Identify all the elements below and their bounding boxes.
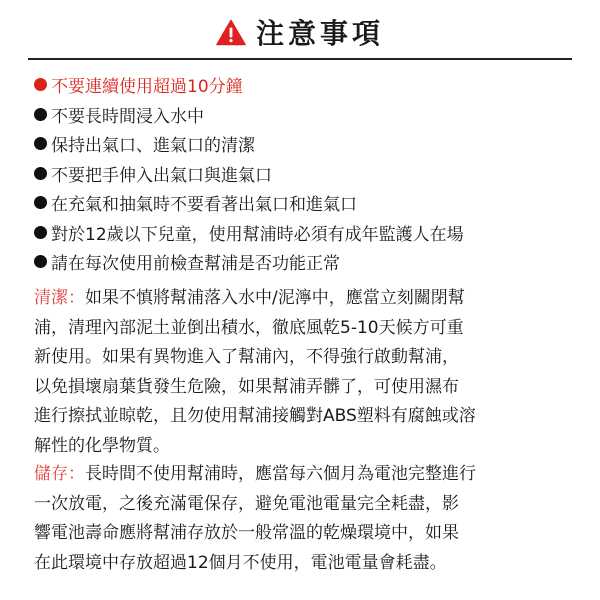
list-item — [34, 159, 574, 189]
list-item — [34, 100, 574, 130]
title-divider — [28, 58, 572, 60]
list-item-text: 不要把手伸入出氣口與進氣口 — [51, 165, 272, 186]
paragraph-line: 響電池壽命應將幫浦存放於一般常溫的乾燥環境中，如果 — [34, 523, 459, 543]
paragraph-line: 解性的化學物質。 — [34, 435, 170, 456]
paragraph-line: 以免損壞扇葉貨發生危險，如果幫浦弄髒了，可使用濕布 — [34, 376, 459, 397]
list-item — [34, 129, 574, 159]
bullet-dot-icon — [34, 137, 47, 150]
list-item-text: 不要連續使用超過10分鐘 — [51, 77, 243, 98]
warning-list — [34, 70, 574, 277]
paragraph-line: 一次放電，之後充滿電保存，避免電池電量完全耗盡，影 — [34, 493, 459, 514]
list-item — [34, 188, 574, 218]
paragraph-text: 如果不慎將幫浦落入水中/泥濘中，應當立刻關閉幫 — [85, 288, 465, 308]
list-item-text: 對於12歲以下兒童，使用幫浦時必須有成年監護人在場 — [51, 224, 464, 245]
list-item-text: 請在每次使用前檢查幫浦是否功能正常 — [51, 254, 340, 275]
bullet-dot-icon — [34, 108, 47, 121]
bullet-dot-icon — [34, 78, 47, 91]
storage-label: 儲存： — [34, 464, 85, 484]
list-item — [34, 70, 574, 100]
paragraph-line — [34, 460, 574, 490]
cleaning-label: 清潔： — [34, 288, 85, 308]
storage-section — [34, 460, 574, 578]
bullet-dot-icon — [34, 196, 47, 209]
list-item — [34, 247, 574, 277]
bullet-dot-icon — [34, 167, 47, 180]
bullet-dot-icon — [34, 255, 47, 268]
cleaning-section — [34, 284, 574, 461]
list-item-text: 不要長時間浸入水中 — [51, 106, 204, 127]
paragraph-text: 長時間不使用幫浦時，應當每六個月為電池完整進行 — [85, 464, 476, 484]
notice-header — [0, 12, 600, 52]
paragraph-line: 在此環境中存放超過12個月不使用，電池電量會耗盡。 — [34, 552, 447, 573]
paragraph-line: 浦，清理內部泥土並倒出積水，徹底風乾5-10天候方可重 — [34, 317, 464, 338]
list-item-text: 在充氣和抽氣時不要看著出氣口和進氣口 — [51, 195, 357, 216]
list-item-text: 保持出氣口、進氣口的清潔 — [51, 136, 255, 157]
warning-triangle-icon — [216, 19, 246, 46]
paragraph-line — [34, 284, 574, 314]
paragraph-line: 新使用。如果有異物進入了幫浦內，不得強行啟動幫浦， — [34, 347, 459, 367]
paragraph-line: 進行擦拭並晾乾，且勿使用幫浦接觸對ABS塑料有腐蝕或溶 — [34, 406, 476, 426]
page-title: 注意事項 — [255, 17, 384, 50]
list-item — [34, 218, 574, 248]
bullet-dot-icon — [34, 226, 47, 239]
